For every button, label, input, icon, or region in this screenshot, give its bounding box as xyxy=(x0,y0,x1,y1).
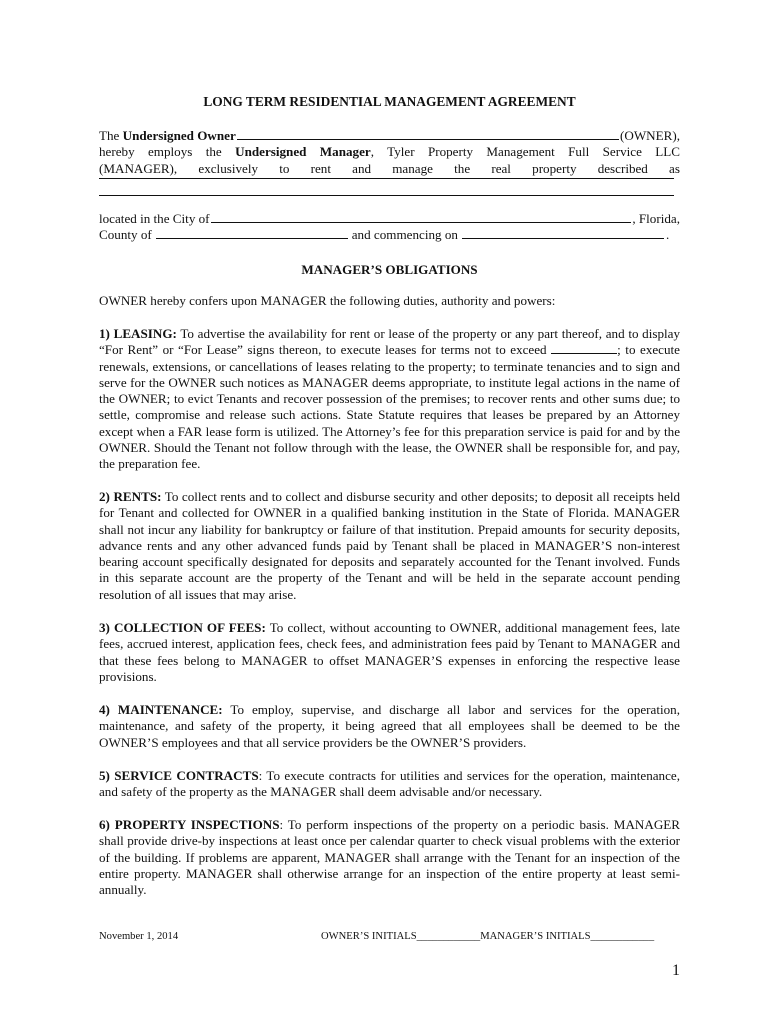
owner-tag: (OWNER), xyxy=(620,128,680,143)
employs-line: hereby employs the Undersigned Manager, Tyler Property Management Full Service LLC xyxy=(99,144,680,160)
city-field[interactable] xyxy=(211,211,632,223)
section-text: : To execute contracts for utilities and services for the operation, maintenance, and safety of the property as the MANAGER shall deem advisable and/or necessary. xyxy=(99,768,681,800)
section-collection-of-fees xyxy=(99,620,680,685)
property-description-field-1[interactable] xyxy=(99,178,674,179)
line3-word: (MANAGER), xyxy=(99,160,178,176)
obligations-heading: MANAGER’S OBLIGATIONS xyxy=(301,262,478,277)
property-description-field-2[interactable] xyxy=(99,195,674,196)
section-text: To employ, supervise, and discharge all labor and services for the operation, maintenance, and safety of the property, it being agreed that all employees shall be deemed to be the OWNER’S employees and that all service providers be the OWNER’S providers. xyxy=(99,702,680,750)
intro-the: The Undersigned Owner xyxy=(99,128,236,143)
located-label: located in the City of xyxy=(99,211,210,226)
section-label: 5) SERVICE CONTRACTS xyxy=(99,768,259,783)
line3-word: manage xyxy=(392,160,433,176)
line3-word: and xyxy=(352,160,372,176)
document-title: LONG TERM RESIDENTIAL MANAGEMENT AGREEMENT xyxy=(203,94,576,109)
section-text: : To perform inspections of the property on a periodic basis. MANAGER shall provide drive-by inspections at least once per calendar quarter to check visual problems with the exterior of the building. If problems are apparent, MANAGER shall arrange with the Tenant for an inspection of the entire property. MANAGER shall otherwise arrange for an inspection of the entire property at least semi-annually. xyxy=(99,817,681,898)
owner-line xyxy=(99,128,680,177)
location-lines xyxy=(99,211,680,244)
manager-initials-field[interactable]: ____________ xyxy=(590,931,655,942)
section-text: ; to execute renewals, extensions, or cancellations of leases relating to the property; to terminate tenancies and to sign and serve for the OWNER such notices as MANAGER deems appropriate, to institute legal actions in the name of the OWNER; to evict Tenants and recover possession of the premises; to recover rents and other sums due; to settle, compromise and release such actions. State Statute requires that leases be prepared by an Attorney except when a FAR lease form is utilized. The Attorney’s fee for this preparation service is paid for and by the OWNER. Should the Tenant not follow through with the lease, the OWNER shall be responsible for, and pay, the preparation fee. xyxy=(99,342,680,472)
florida-label: , Florida, xyxy=(632,211,680,226)
owner-initials-field[interactable]: ______ xyxy=(416,931,449,942)
section-property-inspections xyxy=(99,817,680,898)
manager-line xyxy=(99,161,680,177)
section-label: 3) COLLECTION OF FEES: xyxy=(99,620,266,635)
section-rents xyxy=(99,489,680,603)
section-label: 1) LEASING: xyxy=(99,326,177,341)
owner-initials-field-2[interactable]: ______ xyxy=(448,931,481,942)
owner-name-field[interactable] xyxy=(237,128,619,140)
section-service-contracts xyxy=(99,768,680,801)
section-text: To collect, without accounting to OWNER, additional management fees, late fees, accrued interest, application fees, check fees, and administration fees paid by Tenant to MANAGER and that these fees belong to MANAGER to offset MANAGER’S expenses in enforcing the respective lease provisions. xyxy=(99,620,680,684)
manager-initials-label: MANAGER’S INITIALS xyxy=(480,931,591,942)
line3-word: described xyxy=(597,160,648,176)
footer-date: November 1, 2014 xyxy=(99,931,179,942)
line3-word: exclusively xyxy=(198,160,259,176)
section-label: 4) MAINTENANCE: xyxy=(99,702,223,717)
county-label: County of xyxy=(99,227,152,243)
line3-word: real xyxy=(491,160,511,176)
lease-term-field[interactable] xyxy=(551,342,617,354)
section-maintenance xyxy=(99,702,680,751)
commencing-date-field[interactable] xyxy=(462,227,664,239)
undersigned-owner-label: Undersigned Owner xyxy=(122,128,236,143)
footer-initials xyxy=(321,931,654,942)
line3-word: to xyxy=(279,160,290,176)
line3-word: property xyxy=(532,160,577,176)
page-number: 1 xyxy=(672,962,680,979)
section-label: 6) PROPERTY INSPECTIONS xyxy=(99,817,280,832)
line3-word: the xyxy=(454,160,471,176)
section-text: To collect rents and to collect and disburse security and other deposits; to deposit all receipts held for Tenant and collected for OWNER in a qualified banking institution in the State of Florida. MANAGER shall not incur any liability for bankruptcy or failure of that institution. Prepaid amounts for security deposits, advance rents and any other advanced funds paid by Tenant shall be placed in MANAGER’S non-interest bearing account specifically designated for deposits and separately accounted for the Tenant involved. Funds in this separate account are the property of the Tenant and will be held in the separate account pending resolution of all issues that may arise. xyxy=(99,489,680,602)
section-leasing xyxy=(99,326,680,473)
line3-word: as xyxy=(669,160,680,176)
section-text: To advertise the availability for rent or lease of the property or any part thereof, and to display “For Rent” or “For Lease” signs thereon, to execute leases for terms not to exceed xyxy=(99,326,680,358)
undersigned-manager-label: Undersigned Manager xyxy=(235,144,371,160)
county-field[interactable] xyxy=(156,227,348,239)
line3-word: rent xyxy=(310,160,331,176)
commencing-label: and commencing on xyxy=(351,227,458,243)
owner-initials-label: OWNER’S INITIALS xyxy=(321,931,417,942)
confers-paragraph: OWNER hereby confers upon MANAGER the following duties, authority and powers: xyxy=(99,293,556,308)
section-label: 2) RENTS: xyxy=(99,489,162,504)
period: . xyxy=(665,227,670,243)
